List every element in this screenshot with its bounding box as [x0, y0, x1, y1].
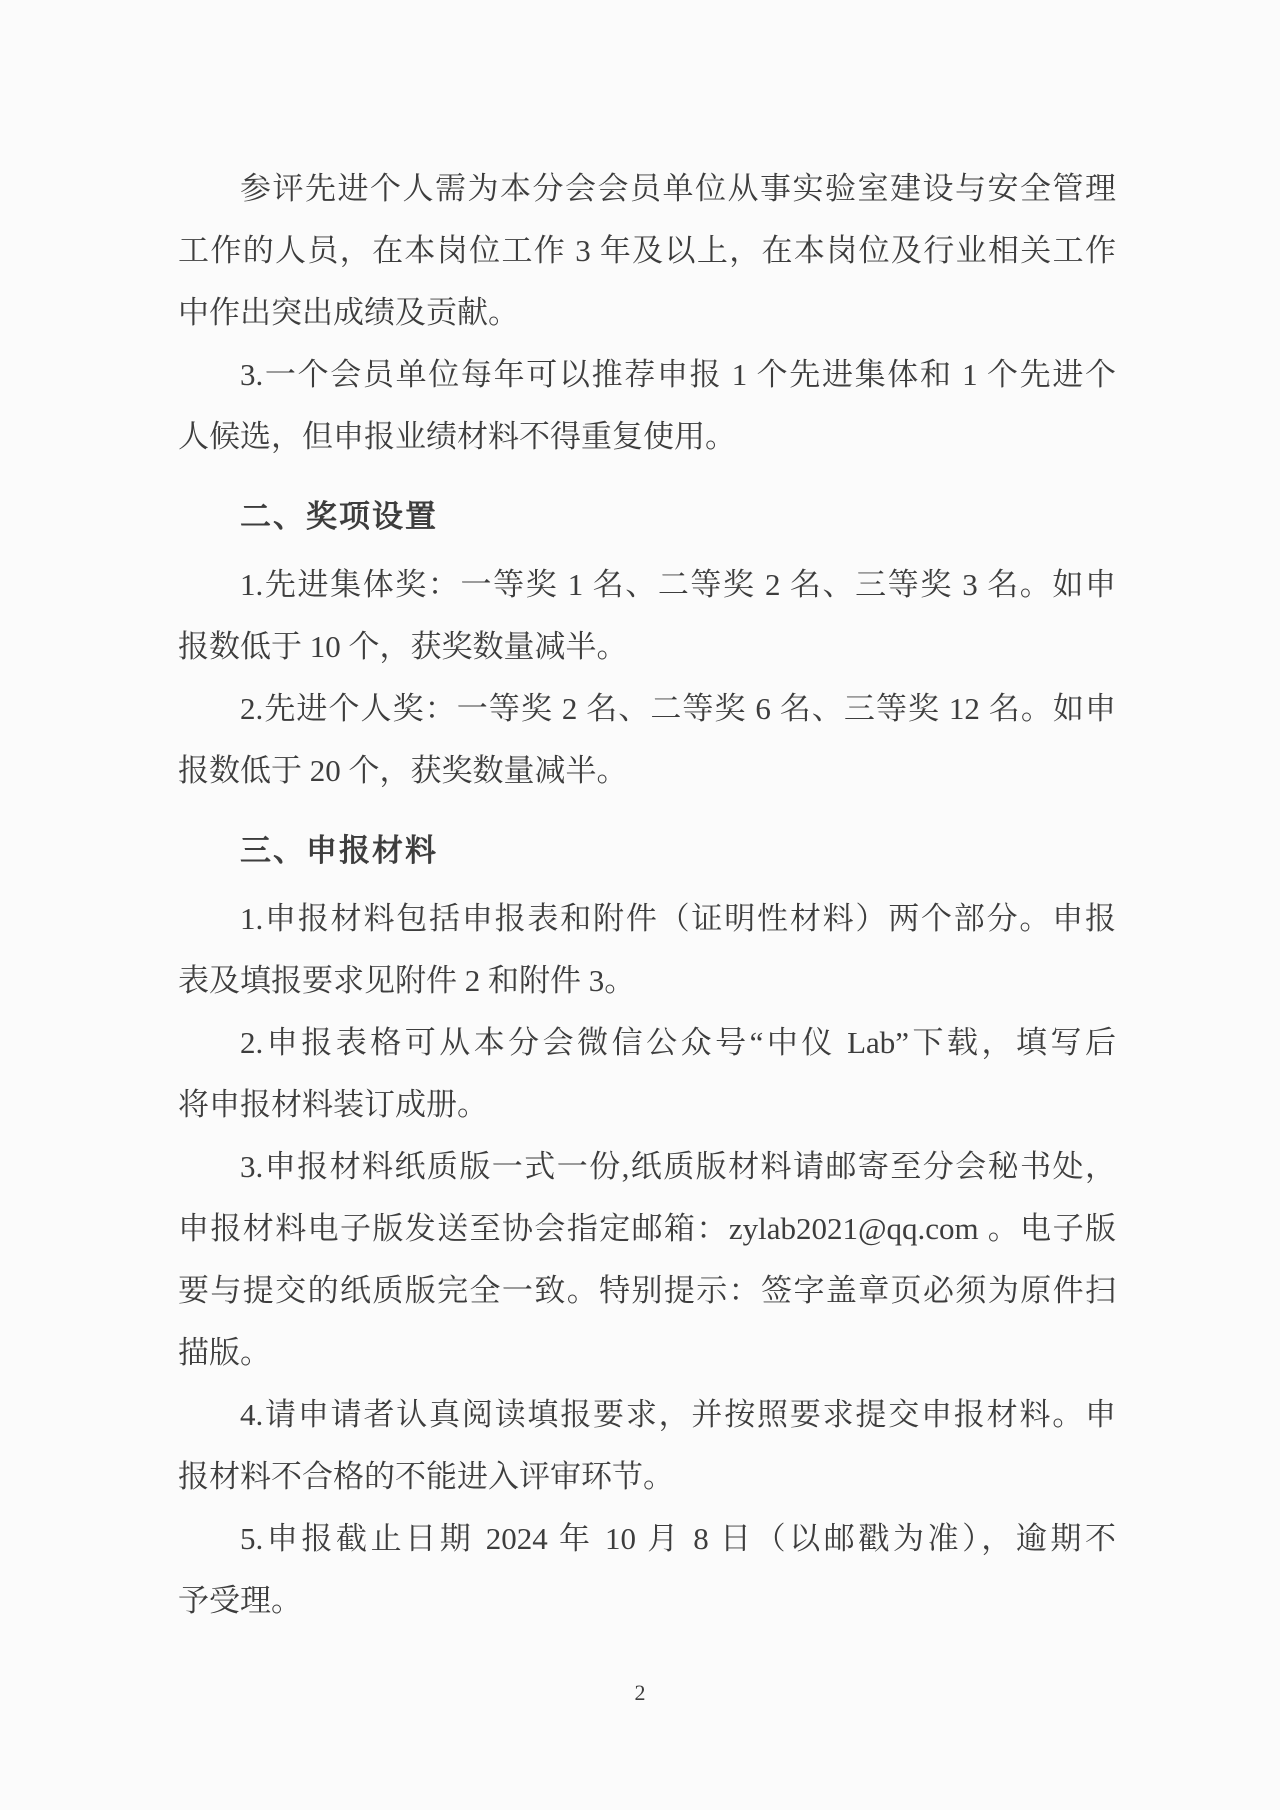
text-line: 1.申报材料包括申报表和附件（证明性材料）两个部分。申报 [240, 901, 1116, 936]
text-line: 报材料不合格的不能进入评审环节。 [178, 1459, 674, 1494]
paragraph [178, 1384, 1116, 1508]
paragraph [178, 1012, 1116, 1136]
text-line: 人候选，但申报业绩材料不得重复使用。 [178, 419, 736, 454]
paragraph [178, 158, 1116, 344]
text-line: 2.先进个人奖：一等奖 2 名、二等奖 6 名、三等奖 12 名。如申 [240, 691, 1116, 726]
text-line: 二、奖项设置 [240, 499, 438, 534]
text-line: 2.申报表格可从本分会微信公众号“中仪 Lab”下载，填写后 [240, 1025, 1116, 1060]
text-line: 3.一个会员单位每年可以推荐申报 1 个先进集体和 1 个先进个 [240, 357, 1116, 392]
section-heading [178, 820, 1116, 882]
text-line: 申报材料电子版发送至协会指定邮箱：zylab2021@qq.com 。电子版 [178, 1211, 1116, 1246]
section-heading [178, 486, 1116, 548]
text-line: 三、申报材料 [240, 833, 438, 868]
text-line: 工作的人员，在本岗位工作 3 年及以上，在本岗位及行业相关工作 [178, 233, 1116, 268]
paragraph [178, 888, 1116, 1012]
text-line: 中作出突出成绩及贡献。 [178, 295, 519, 330]
text-line: 3.申报材料纸质版一式一份,纸质版材料请邮寄至分会秘书处， [240, 1149, 1116, 1184]
page-number: 2 [634, 1680, 646, 1705]
text-line: 表及填报要求见附件 2 和附件 3。 [178, 963, 636, 998]
document-content [178, 158, 1116, 1632]
text-line: 要与提交的纸质版完全一致。特别提示：签字盖章页必须为原件扫 [178, 1273, 1116, 1308]
text-line: 4.请申请者认真阅读填报要求，并按照要求提交申报材料。申 [240, 1397, 1116, 1432]
paragraph [178, 1136, 1116, 1384]
text-line: 参评先进个人需为本分会会员单位从事实验室建设与安全管理 [240, 171, 1116, 206]
text-line: 5.申报截止日期 2024 年 10 月 8 日（以邮戳为准），逾期不 [240, 1521, 1116, 1556]
paragraph [178, 554, 1116, 678]
text-line: 报数低于 20 个，获奖数量减半。 [178, 753, 628, 788]
text-line: 报数低于 10 个，获奖数量减半。 [178, 629, 628, 664]
text-line: 予受理。 [178, 1583, 302, 1618]
paragraph [178, 344, 1116, 468]
text-line: 描版。 [178, 1335, 271, 1370]
paragraph [178, 678, 1116, 802]
paragraph [178, 1508, 1116, 1632]
text-line: 将申报材料装订成册。 [178, 1087, 488, 1122]
text-line: 1.先进集体奖：一等奖 1 名、二等奖 2 名、三等奖 3 名。如申 [240, 567, 1116, 602]
